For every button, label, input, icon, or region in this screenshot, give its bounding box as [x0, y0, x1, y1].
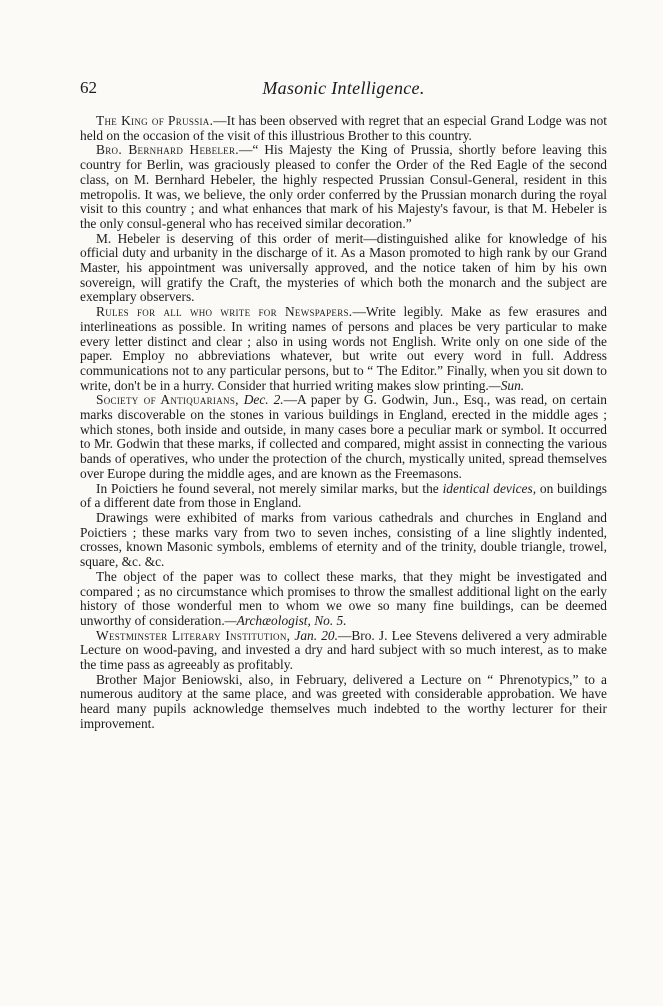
paragraph-rules-newspapers	[80, 305, 607, 393]
paragraph-heading: Society of Antiquarians,	[96, 392, 239, 408]
running-head: Masonic Intelligence.	[262, 78, 425, 98]
paragraph-text: —Write legibly. Make as few erasures and interlineations as possible. In writing names of persons and places be very particular to make every letter distinct and clear ; also in using words not English. Write only on one side of the paper. Employ no abbreviations whatever, but write out every word in full. Address communications not to any particular persons, but to “ The Editor.” Finally, when you sit down to write, don't be in a hurry. Consider that hurried writing makes slow printing.	[80, 304, 607, 393]
paragraph-heading: Rules for all who write for Newspapers.	[96, 304, 353, 320]
paragraph-text-continued: on buildings of a different date from those in England.	[80, 480, 607, 511]
source-citation: —Sun.	[488, 377, 525, 393]
paragraph-poictiers	[80, 482, 607, 511]
paragraph-drawings	[80, 511, 607, 570]
paragraph-beniowski	[80, 673, 607, 732]
paragraph-heading: Bro. Bernhard Hebeler.	[96, 142, 239, 158]
paragraph-text: —It has been observed with regret that an especial Grand Lodge was not held on the occasion of the visit of this illustrious Brother to this country.	[80, 113, 607, 143]
paragraph-westminster-institution	[80, 629, 607, 673]
paragraph-heading: The King of Prussia.	[96, 113, 214, 128]
paragraph-date: Jan. 20.	[290, 627, 338, 643]
paragraph-object-of-paper	[80, 570, 607, 629]
source-citation: —Archæologist, No. 5.	[224, 612, 347, 628]
paragraph-bernhard-hebeler	[80, 143, 607, 231]
paragraph-heading: Westminster Literary Institution,	[96, 627, 291, 643]
paragraph-text: M. Hebeler is deserving of this order of merit—distinguished alike for knowledge of his official duty and urbanity in the discharge of it. As a Mason promoted to high rank by our Grand Master, his appointment was universally approved, and the notice taken of him by his own sovereign, will gratify the Craft, the mysteries of which both the monarch and the subject are exemplary observers.	[80, 230, 607, 305]
page-header	[80, 78, 607, 100]
paragraph-text: Drawings were exhibited of marks from various cathedrals and churches in England and Poictiers ; these marks vary from two to seven inches, consisting of a line slightly indented, crosses, known Masonic symbols, emblems of eternity and of the trinity, double triangle, trowel, square, &c. &c.	[80, 509, 607, 570]
paragraph-text: —A paper by G. Godwin, Jun., Esq., was read, on certain marks discoverable on the stones in various buildings in England, erected in the middle ages ; which stones, both inside and outside, in many cases bore a peculiar mark or symbol. It occurred to Mr. Godwin that these marks, if collected and compared, might assist in connecting the various bands of operatives, who under the protection of the church, mystically united, spread themselves over Europe during the middle ages, and are known as the Freemasons.	[80, 392, 607, 481]
article-body	[80, 114, 607, 732]
paragraph-text: In Poictiers he found several, not merely similar marks, but the	[96, 480, 439, 496]
paragraph-hebeler-merit	[80, 232, 607, 306]
paragraph-society-antiquarians	[80, 393, 607, 481]
paragraph-king-of-prussia	[80, 114, 607, 143]
paragraph-date: Dec. 2.	[238, 392, 284, 408]
paragraph-text: The object of the paper was to collect these marks, that they might be investigated and compared ; as no circumstance which promises to throw the smallest additional light on the early history of those wonderful men to whom we owe so many fine buildings, can be deemed unworthy of consideration.	[80, 568, 607, 628]
paragraph-text: Brother Major Beniowski, also, in February, delivered a Lecture on “ Phrenotypics,” to a numerous auditory at the same place, and was greeted with considerable approbation. We have heard many pupils acknowledge themselves much indebted to the worthy lecturer for their improvement.	[80, 671, 607, 731]
page-number: 62	[80, 78, 97, 97]
paragraph-text: —“ His Majesty the King of Prussia, shortly before leaving this country for Berlin, was graciously pleased to confer the Order of the Red Eagle of the second class, on M. Bernhard Hebeler, the highly respected Prussian Consul-General, resident in this metropolis. It was, we believe, the only order conferred by the Prussian monarch during the royal visit to this country ; and what enhances that mark of his Majesty's favour, is that M. Hebeler is the only consul-general who has received similar decoration.”	[80, 142, 607, 231]
paragraph-text: —Bro. J. Lee Stevens delivered a very admirable Lecture on wood-paving, and invested a dry and hard subject with so much interest, as to make the time pass as agreeably as profitably.	[80, 627, 607, 673]
paragraph-emphasis: identical devices,	[438, 480, 537, 496]
